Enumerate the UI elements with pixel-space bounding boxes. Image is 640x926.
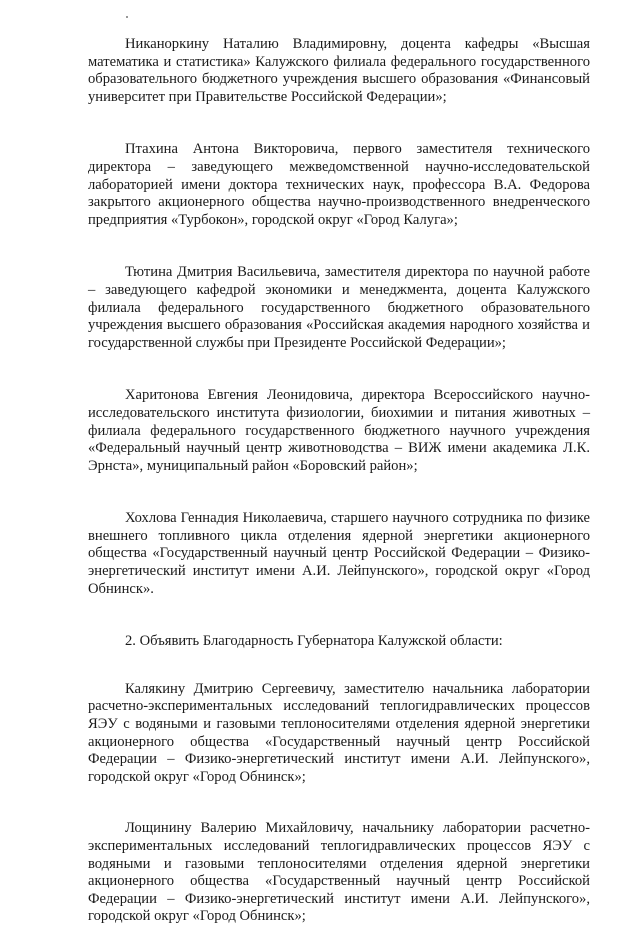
gratitude-paragraph-loshchinin: Лощинину Валерию Михайловичу, начальнику лаборатории расчетно-экспериментальных исследований теплогидравлических процессов ЯЭУ с водяными и газовыми теплоносителями отделения ядерной энергетики акционерного общества «Государственный научный центр Российской Федерации – Физико-энергетический институт имени А.И. Лейпунского», городской округ «Город Обнинск»; — [88, 820, 590, 925]
section-heading-gratitude: 2. Объявить Благодарность Губернатора Калужской области: — [125, 633, 503, 650]
award-paragraph-ptakhin: Птахина Антона Викторовича, первого заместителя технического директора – заведующего межведомственной научно-исследовательской лабораторией имени доктора технических наук, профессора В.А. Федорова закрытого акционерного общества научно-производственного внедренческого предприятия «Турбокон», городской округ «Город Калуга»; — [88, 141, 590, 228]
award-paragraph-kharitonov: Харитонова Евгения Леонидовича, директора Всероссийского научно-исследовательского института физиологии, биохимии и питания животных – филиала федерального государственного бюджетного научного учреждения «Федеральный научный центр животноводства – ВИЖ имени академика Л.К. Эрнста», муниципальный район «Боровский район»; — [88, 387, 590, 474]
document-page — [88, 36, 590, 926]
gratitude-paragraph-kalyakin: Калякину Дмитрию Сергеевичу, заместителю начальника лаборатории расчетно-экспериментальных исследований теплогидравлических процессов ЯЭУ с водяными и газовыми теплоносителями отделения ядерной энергетики акционерного общества «Государственный научный центр Российской Федерации – Физико-энергетический институт имени А.И. Лейпунского», городской округ «Город Обнинск»; — [88, 680, 590, 785]
scan-speck — [126, 16, 128, 18]
award-paragraph-nikanorkina: Никаноркину Наталию Владимировну, доцента кафедры «Высшая математика и статистика» Калужского филиала федерального государственного образовательного бюджетного учреждения высшего образования «Финансовый университет при Правительстве Российской Федерации»; — [88, 36, 590, 105]
award-paragraph-khokhlov: Хохлова Геннадия Николаевича, старшего научного сотрудника по физике внешнего топливного цикла отделения ядерной энергетики акционерного общества «Государственный научный центр Российской Федерации – Физико-энергетический институт имени А.И. Лейпунского», городской округ «Город Обнинск». — [88, 510, 590, 597]
award-paragraph-tyutin: Тютина Дмитрия Васильевича, заместителя директора по научной работе – заведующего кафедрой экономики и менеджмента, доцента Калужского филиала федерального государственного бюджетного образовательного учреждения высшего образования «Российская академия народного хозяйства и государственной службы при Президенте Российской Федерации»; — [88, 264, 590, 351]
